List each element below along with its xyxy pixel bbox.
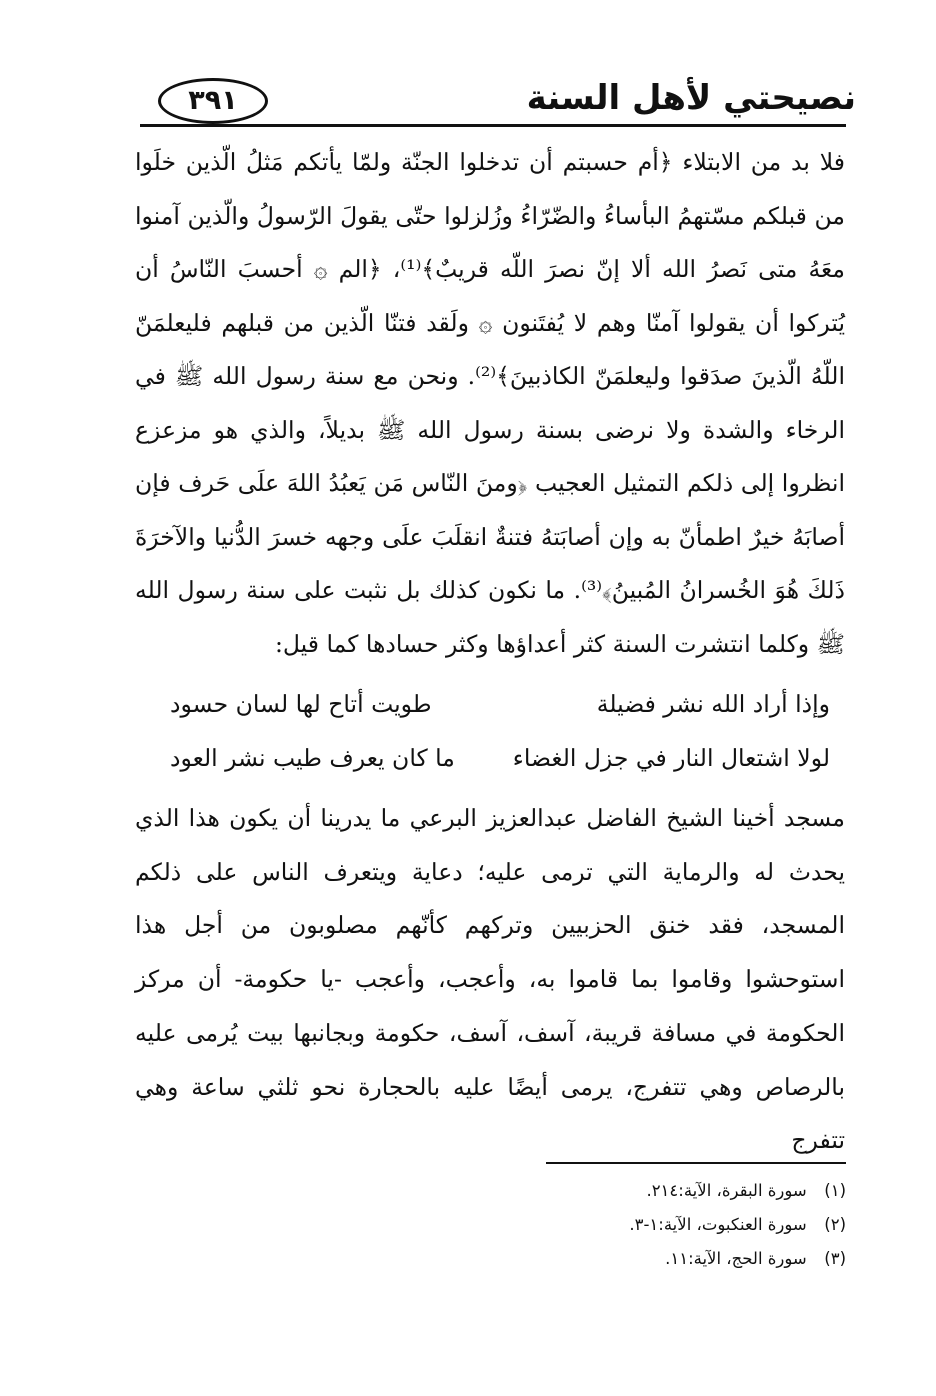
footnote-number: (٢) (824, 1215, 846, 1234)
footnote-text: سورة الحج، الآية:١١. (665, 1249, 807, 1268)
header-rule (140, 124, 846, 127)
paragraph: فلا بد من الابتلاء ﴿أم حسبتم أن تدخلوا الجنّة ولمّا يأتكم مَثلُ الّذين خلَوا من قبلكم مسّتهمُ البأساءُ والضّرّاءُ وزُلزلوا حتّى يقولَ الرّسولُ والّذين آمنوا معَهُ متى نَصرُ الله ألا إنّ نصرَ اللّه قريبٌ﴾⁽¹⁾، ﴿الم ۞ أحسبَ النّاسُ أن يُتركوا أن يقولوا آمنّا وهم لا يُفتَنون ۞ ولَقد فتنّا الّذين من قبلهم فليعلمَنّ اللّهُ الّذينَ صدَقوا وليعلمَنّ الكاذبينَ﴾⁽²⁾. ونحن مع سنة رسول الله ﷺ في الرخاء والشدة ولا نرضى بسنة رسول الله ﷺ بديلاً، والذي هو مزعزع انظروا إلى ذلكم التمثيل العجيب ﴿ومنَ النّاس مَن يَعبُدُ اللهَ علَى حَرف فإن أصابَهُ خيرٌ اطمأنّ به وإن أصابَتهُ فتنةٌ انقلَبَ علَى وجهه خسرَ الدُّنيا والآخرَةَ ذَلكَ هُوَ الخُسرانُ المُبينُ﴾⁽³⁾. ما نكون كذلك بل نثبت على سنة رسول الله ﷺ وكلما انتشرت السنة كثر أعداؤها وكثر حسادها كما قيل: (135, 148, 845, 658)
footnote-text: سورة العنكبوت، الآية:١-٣. (629, 1215, 807, 1234)
footnote (546, 1208, 846, 1242)
footnote-number: (٣) (824, 1249, 846, 1268)
footnote-text: سورة البقرة، الآية:٢١٤. (646, 1181, 807, 1200)
poem-hemistich-first: لولا اشتعال النار في جزل الغضاء (512, 744, 830, 772)
paragraph: مسجد أخينا الشيخ الفاضل عبدالعزيز البرعي ما يدرينا أن يكون هذا الذي يحدث له والرماية التي ترمى عليه؛ دعاية ويتعرف الناس على ذلكم المسجد، فقد خنق الحزبيين وتركهم كأنّهم مصلوبون من أجل هذا استوحشوا وقاموا بما قاموا به، وأعجب، وأعجب -يا حكومة- أن مركز الحكومة في مسافة قريبة، آسف، آسف، حكومة وبجانبها بيت يُرمى عليه بالرصاص وهي تتفرج، يرمى أيضًا عليه بالحجارة نحو ثلثي ساعة وهي تتفرج (135, 804, 845, 1155)
body-text (135, 136, 845, 671)
poem-hemistich-second: طويت أتاح لها لسان حسود (170, 690, 432, 718)
book-title: نصيحتي لأهل السنة (526, 78, 856, 118)
footnotes (546, 1174, 846, 1276)
poem-line (150, 690, 830, 730)
poem-hemistich-first: وإذا أراد الله نشر فضيلة (596, 690, 830, 718)
poem-hemistich-second: ما كان يعرف طيب نشر العود (170, 744, 455, 772)
footnote-number: (١) (824, 1181, 846, 1200)
footnote-rule (546, 1162, 846, 1164)
footnote (546, 1242, 846, 1276)
page-header (140, 72, 856, 128)
poem-line (150, 744, 830, 784)
page-number: ٣٩١ (158, 78, 268, 124)
footnote (546, 1174, 846, 1208)
body-text-continued (135, 792, 845, 1168)
